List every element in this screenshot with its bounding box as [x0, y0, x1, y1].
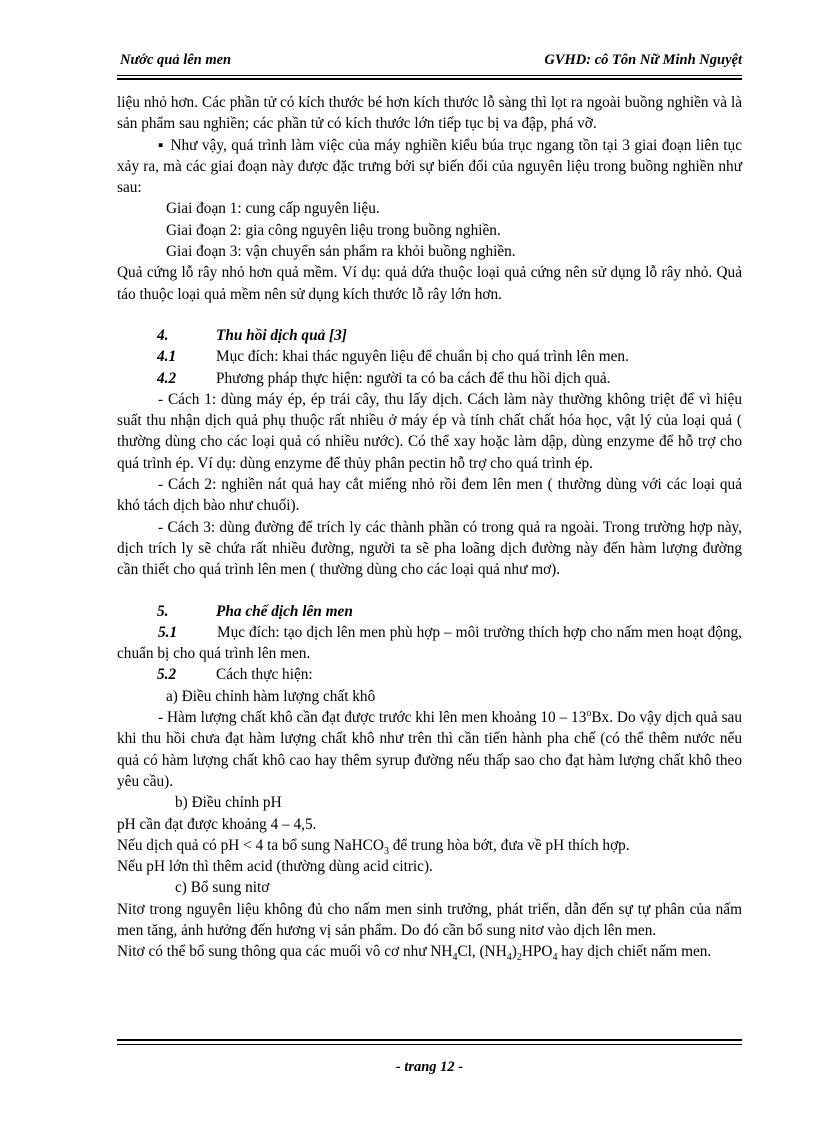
subsection-number: 5.2 — [157, 666, 177, 684]
section-title: Pha chế dịch lên men — [216, 602, 353, 620]
paragraph-text: ) — [511, 943, 517, 961]
paragraph-text: Nitơ có thể bổ sung thông qua các muối vô cơ như NH — [117, 943, 453, 961]
paragraph-text: hay dịch chiết nấm men. — [557, 943, 712, 961]
paragraph: pH cần đạt được khoảng 4 – 4,5. — [117, 815, 317, 833]
subsection-number: 5.1 — [158, 623, 178, 641]
subsection-number: 4.2 — [157, 369, 177, 387]
paragraph-text: Như vậy, quá trình làm việc của máy nghiền kiểu búa trục ngang tồn tại 3 giai đoạn liên tục xảy ra, mà các giai đoạn này được đặc trưng bởi sự biến đổi của nguyên liệu trong buồng nghiền như sau: — [117, 136, 742, 197]
paragraph — [117, 835, 742, 856]
paragraph — [117, 941, 742, 962]
paragraph-text: Nếu dịch quả có pH < 4 ta bổ sung NaHCO — [117, 836, 384, 854]
sub-heading: a) Điều chỉnh hàm lượng chất khô — [166, 687, 376, 705]
paragraph: Quả cứng lỗ rây nhỏ hơn quả mềm. Ví dụ: quả dứa thuộc loại quả cứng nên sử dụng lỗ rây nhỏ. Quả táo thuộc loại quả mềm nên sử dụng kích thước lỗ rây lớn hơn. — [117, 264, 742, 303]
section-number: 4. — [157, 326, 169, 344]
paragraph: Nếu pH lớn thì thêm acid (thường dùng acid citric). — [117, 858, 433, 876]
subsection-number: 4.1 — [157, 348, 177, 366]
subsection-text: Phương pháp thực hiện: người ta có ba cách để thu hồi dịch quả. — [216, 369, 611, 387]
stage-item: Giai đoạn 2: gia công nguyên liệu trong buồng nghiền. — [166, 221, 501, 239]
page-number: - trang 12 - — [395, 1059, 464, 1075]
section-number: 5. — [157, 602, 169, 620]
subsection — [117, 622, 742, 665]
subsection-text: Mục đích: tạo dịch lên men phù hợp – môi trường thích hợp cho nấm men hoạt động, chuẩn bị cho quá trình lên men. — [117, 623, 742, 663]
subsection-text: Cách thực hiện: — [216, 666, 313, 684]
section-heading — [117, 325, 742, 346]
subscript: 4 — [452, 952, 458, 964]
page-body — [117, 92, 742, 963]
footer-rule-thin — [117, 1044, 742, 1045]
sub-heading: c) Bổ sung nitơ — [175, 879, 270, 897]
paragraph: Nitơ trong nguyên liệu không đủ cho nấm men sinh trưởng, phát triển, dẫn đến sự tự phân của nấm men tăng, ảnh hưởng đến hương vị sản phẩm. Do đó cần bổ sung nitơ vào dịch lên men. — [117, 900, 742, 939]
subscript: 2 — [516, 952, 522, 964]
paragraph: liệu nhỏ hơn. Các phần tử có kích thước bé hơn kích thước lỗ sàng thì lọt ra ngoài buồng nghiền và là sản phẩm sau nghiền; các phần tử có kích thước lớn tiếp tục bị va đập, phá vỡ. — [117, 94, 742, 133]
method-paragraph: - Cách 2: nghiền nát quả hay cắt miếng nhỏ rồi đem lên men ( thường dùng với các loại quả khó tách dịch bào như chuối). — [117, 476, 742, 515]
header-rule-thick — [117, 78, 742, 80]
subsection — [117, 664, 742, 685]
paragraph-text: - Hàm lượng chất khô cần đạt được trước khi lên men khoảng 10 – 13 — [158, 709, 587, 727]
sub-heading: b) Điều chỉnh pH — [175, 794, 282, 812]
footer-rule-thick — [117, 1039, 742, 1041]
header-title: Nước quả lên men — [120, 52, 232, 68]
subscript: 4 — [552, 952, 558, 964]
stage-item: Giai đoạn 1: cung cấp nguyên liệu. — [166, 200, 380, 218]
header-rule-thin — [117, 75, 742, 76]
paragraph — [117, 707, 742, 792]
page-header — [117, 50, 742, 72]
subsection — [117, 368, 742, 389]
subscript: 4 — [506, 952, 512, 964]
method-paragraph: - Cách 3: dùng đường để trích ly các thành phần có trong quả ra ngoài. Trong trường hợp này, dịch trích ly sẽ chứa rất nhiều đường, người ta sẽ pha loãng dịch đường này đến hàm lượng đường cần thiết cho quá trình lên men ( thường dùng cho các loại quả như mơ). — [117, 518, 742, 579]
paragraph-text: để trung hòa bớt, đưa về pH thích hợp. — [388, 836, 630, 854]
section-title: Thu hồi dịch quả [3] — [216, 326, 347, 344]
subsection — [117, 346, 742, 367]
paragraph-text: Bx. Do vậy dịch quả sau khi thu hồi chưa đạt hàm lượng chất khô như trên thì cần tiến hành pha chế (có thể thêm nước nếu quả có hàm lượng chất khô cao hay thêm syrup đường nếu thấp sao cho đạt hàm lượng chất khô theo yêu cầu). — [117, 709, 742, 790]
header-advisor: GVHD: cô Tôn Nữ Minh Nguyệt — [544, 52, 742, 68]
section-heading — [117, 601, 742, 622]
paragraph-text: Cl, (NH — [457, 943, 507, 961]
method-paragraph: - Cách 1: dùng máy ép, ép trái cây, thu lấy dịch. Cách làm này thường không triệt để vì hiệu suất thu nhận dịch quả phụ thuộc rất nhiều ở máy ép và tính chất chất hóa học, vật lý của loại quả ( thường dùng cho các loại quả có nhiều nước). Có thể xay hoặc làm dập, dùng enzyme để hỗ trợ cho quá trình ép. Ví dụ: dùng enzyme để thủy phân pectin hỗ trợ cho quá trình ép. — [117, 390, 742, 472]
paragraph — [117, 135, 742, 199]
paragraph-text: HPO — [521, 943, 553, 961]
stage-item: Giai đoạn 3: vận chuyển sản phẩm ra khỏi buồng nghiền. — [166, 243, 516, 261]
subsection-text: Mục đích: khai thác nguyên liệu để chuẩn bị cho quá trình lên men. — [216, 348, 629, 366]
bullet-icon: ▪ — [158, 136, 164, 154]
subscript: 3 — [383, 845, 389, 857]
degree-sup: o — [586, 707, 592, 719]
